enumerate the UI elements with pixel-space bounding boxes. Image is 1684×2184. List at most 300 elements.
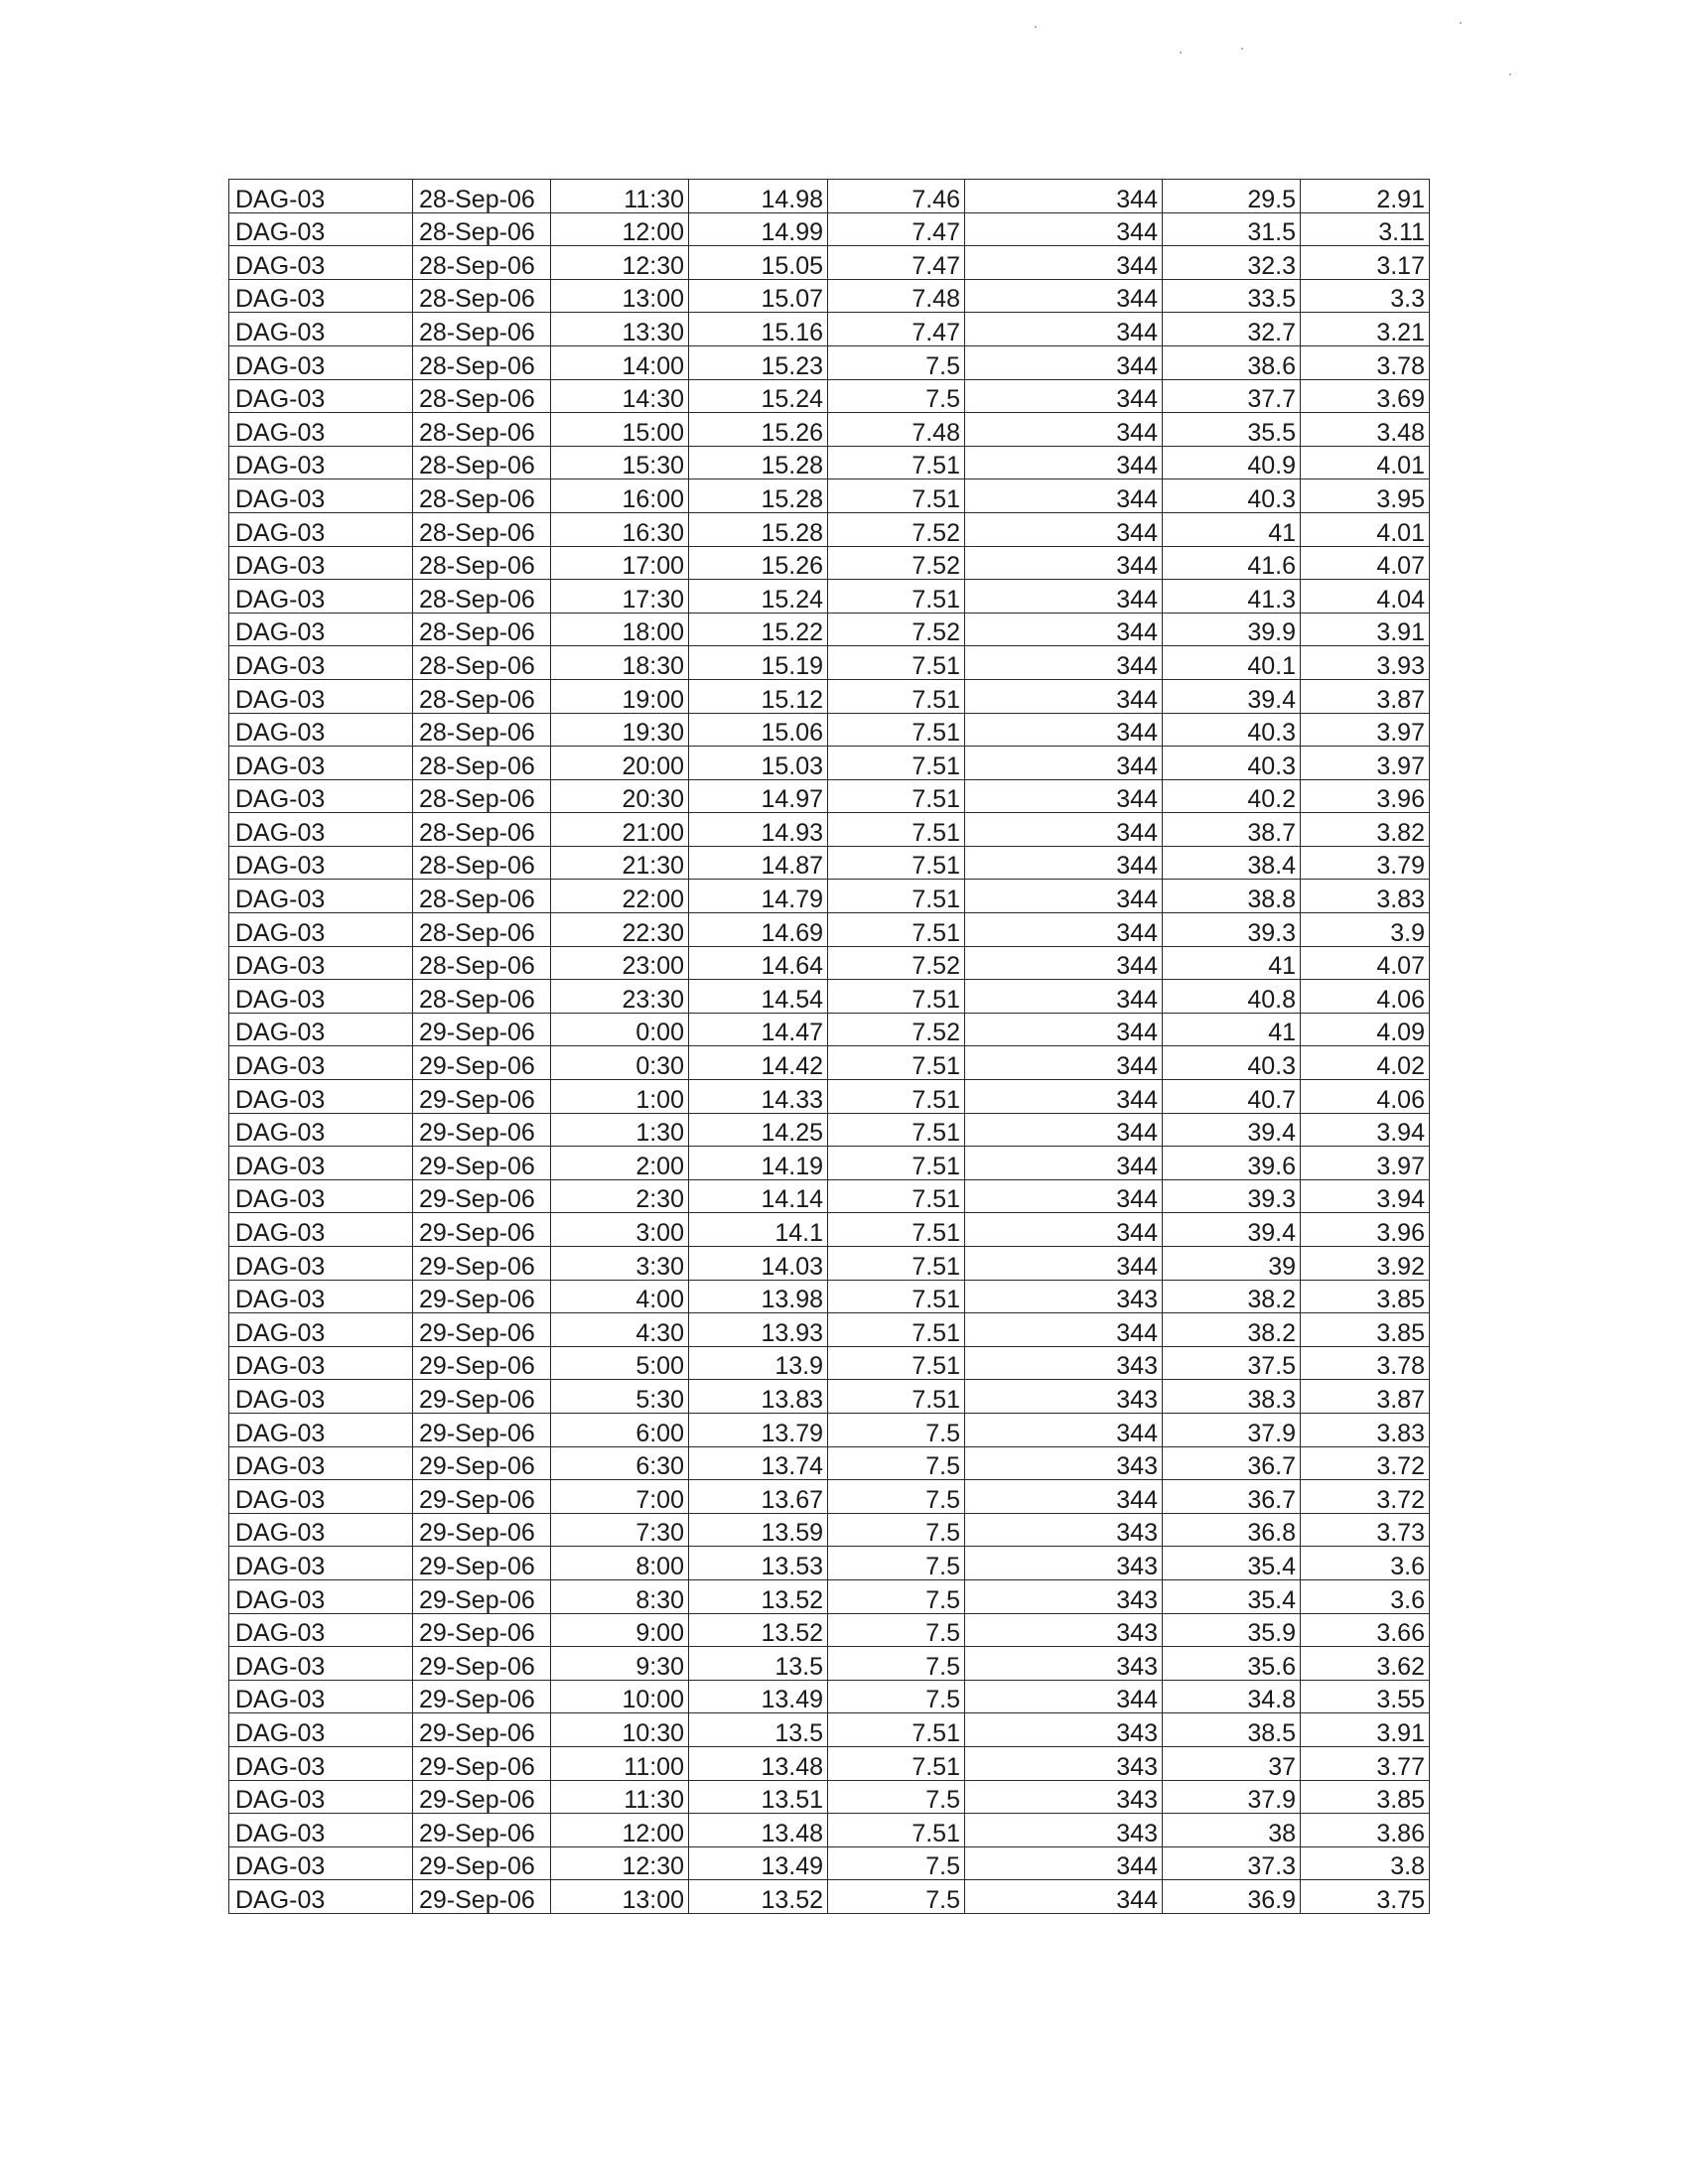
value-3-cell: 344 [965,713,1163,747]
station-id-cell: DAG-03 [229,1446,413,1480]
scan-speck [1180,52,1182,54]
value-3-cell: 344 [965,413,1163,447]
value-3-cell: 344 [965,646,1163,680]
value-2-cell: 7.51 [828,1213,965,1247]
value-5-cell: 3.92 [1301,1247,1430,1281]
time-cell: 5:30 [551,1380,689,1414]
table-row [229,1313,1430,1347]
value-4-cell: 39.3 [1163,1179,1301,1213]
date-cell: 29-Sep-06 [413,1380,551,1414]
time-cell: 8:30 [551,1579,689,1613]
date-cell: 28-Sep-06 [413,313,551,346]
value-3-cell: 344 [965,1080,1163,1114]
value-1-cell: 15.24 [689,379,828,413]
station-id-cell: DAG-03 [229,1780,413,1814]
date-cell: 28-Sep-06 [413,479,551,513]
table-row [229,1346,1430,1380]
value-3-cell: 344 [965,1147,1163,1180]
value-4-cell: 40.9 [1163,446,1301,479]
value-4-cell: 40.3 [1163,1046,1301,1080]
value-2-cell: 7.5 [828,1413,965,1446]
station-id-cell: DAG-03 [229,747,413,780]
station-id-cell: DAG-03 [229,1346,413,1380]
value-4-cell: 39.3 [1163,913,1301,947]
value-3-cell: 344 [965,546,1163,580]
value-5-cell: 3.91 [1301,1713,1430,1747]
value-4-cell: 38.2 [1163,1313,1301,1347]
date-cell: 29-Sep-06 [413,1013,551,1046]
value-4-cell: 37.5 [1163,1346,1301,1380]
value-2-cell: 7.48 [828,413,965,447]
time-cell: 11:30 [551,180,689,213]
scan-speck [1509,73,1511,75]
station-id-cell: DAG-03 [229,180,413,213]
value-4-cell: 37.9 [1163,1780,1301,1814]
value-1-cell: 13.74 [689,1446,828,1480]
station-id-cell: DAG-03 [229,1213,413,1247]
value-1-cell: 14.93 [689,813,828,847]
value-1-cell: 14.42 [689,1046,828,1080]
value-2-cell: 7.51 [828,1746,965,1780]
table-row [229,880,1430,913]
value-1-cell: 13.93 [689,1313,828,1347]
table-row [229,546,1430,580]
value-1-cell: 14.14 [689,1179,828,1213]
scan-speck [1241,48,1243,50]
date-cell: 29-Sep-06 [413,1446,551,1480]
value-3-cell: 344 [965,880,1163,913]
value-4-cell: 40.7 [1163,1080,1301,1114]
value-5-cell: 3.97 [1301,1147,1430,1180]
value-2-cell: 7.51 [828,713,965,747]
time-cell: 12:30 [551,246,689,280]
value-1-cell: 13.5 [689,1647,828,1681]
value-2-cell: 7.51 [828,479,965,513]
date-cell: 29-Sep-06 [413,1880,551,1914]
table-row [229,1814,1430,1847]
value-3-cell: 344 [965,279,1163,313]
date-cell: 29-Sep-06 [413,1280,551,1313]
value-1-cell: 13.51 [689,1780,828,1814]
value-4-cell: 35.6 [1163,1647,1301,1681]
value-5-cell: 3.21 [1301,313,1430,346]
date-cell: 28-Sep-06 [413,446,551,479]
date-cell: 28-Sep-06 [413,779,551,813]
value-1-cell: 13.48 [689,1746,828,1780]
table-row [229,613,1430,646]
value-1-cell: 15.26 [689,546,828,580]
table-row [229,1446,1430,1480]
value-5-cell: 3.85 [1301,1313,1430,1347]
time-cell: 17:00 [551,546,689,580]
value-5-cell: 3.8 [1301,1846,1430,1880]
station-id-cell: DAG-03 [229,779,413,813]
value-1-cell: 15.28 [689,479,828,513]
value-5-cell: 3.11 [1301,212,1430,246]
table-row [229,1113,1430,1147]
time-cell: 21:30 [551,846,689,880]
value-4-cell: 29.5 [1163,180,1301,213]
table-row [229,446,1430,479]
table-row [229,512,1430,546]
date-cell: 29-Sep-06 [413,1247,551,1281]
value-4-cell: 39.4 [1163,1213,1301,1247]
station-id-cell: DAG-03 [229,313,413,346]
value-3-cell: 344 [965,1880,1163,1914]
date-cell: 28-Sep-06 [413,946,551,980]
station-id-cell: DAG-03 [229,980,413,1014]
date-cell: 29-Sep-06 [413,1080,551,1114]
value-1-cell: 14.19 [689,1147,828,1180]
station-id-cell: DAG-03 [229,479,413,513]
value-2-cell: 7.51 [828,1346,965,1380]
date-cell: 28-Sep-06 [413,980,551,1014]
time-cell: 23:30 [551,980,689,1014]
value-5-cell: 3.62 [1301,1647,1430,1681]
date-cell: 29-Sep-06 [413,1046,551,1080]
value-5-cell: 3.82 [1301,813,1430,847]
time-cell: 0:30 [551,1046,689,1080]
date-cell: 28-Sep-06 [413,646,551,680]
value-2-cell: 7.5 [828,345,965,379]
value-4-cell: 40.8 [1163,980,1301,1014]
value-5-cell: 3.3 [1301,279,1430,313]
value-4-cell: 39.4 [1163,679,1301,713]
time-cell: 12:00 [551,212,689,246]
value-3-cell: 344 [965,212,1163,246]
value-2-cell: 7.5 [828,1880,965,1914]
table-row [229,1680,1430,1713]
date-cell: 28-Sep-06 [413,580,551,614]
value-2-cell: 7.5 [828,379,965,413]
time-cell: 13:00 [551,279,689,313]
value-4-cell: 31.5 [1163,212,1301,246]
value-2-cell: 7.52 [828,1013,965,1046]
table-row [229,212,1430,246]
table-row [229,1547,1430,1580]
value-5-cell: 3.85 [1301,1280,1430,1313]
value-3-cell: 344 [965,946,1163,980]
date-cell: 29-Sep-06 [413,1179,551,1213]
station-id-cell: DAG-03 [229,413,413,447]
date-cell: 29-Sep-06 [413,1613,551,1647]
station-id-cell: DAG-03 [229,1547,413,1580]
table-row [229,1613,1430,1647]
value-3-cell: 344 [965,1113,1163,1147]
station-id-cell: DAG-03 [229,212,413,246]
time-cell: 20:00 [551,747,689,780]
time-cell: 13:00 [551,1880,689,1914]
table-row [229,1846,1430,1880]
value-1-cell: 13.98 [689,1280,828,1313]
station-id-cell: DAG-03 [229,880,413,913]
time-cell: 11:30 [551,1780,689,1814]
value-3-cell: 344 [965,580,1163,614]
value-2-cell: 7.51 [828,1080,965,1114]
time-cell: 10:30 [551,1713,689,1747]
value-1-cell: 14.98 [689,180,828,213]
table-row [229,1080,1430,1114]
value-5-cell: 3.77 [1301,1746,1430,1780]
date-cell: 28-Sep-06 [413,813,551,847]
date-cell: 29-Sep-06 [413,1113,551,1147]
table-row [229,1880,1430,1914]
date-cell: 29-Sep-06 [413,1846,551,1880]
value-5-cell: 3.96 [1301,1213,1430,1247]
value-3-cell: 344 [965,1247,1163,1281]
table-row [229,1746,1430,1780]
table-row [229,580,1430,614]
time-cell: 9:00 [551,1613,689,1647]
date-cell: 28-Sep-06 [413,413,551,447]
station-id-cell: DAG-03 [229,246,413,280]
value-5-cell: 3.69 [1301,379,1430,413]
value-4-cell: 36.7 [1163,1480,1301,1514]
value-1-cell: 15.26 [689,413,828,447]
value-2-cell: 7.51 [828,913,965,947]
value-1-cell: 13.49 [689,1680,828,1713]
date-cell: 29-Sep-06 [413,1547,551,1580]
value-1-cell: 13.52 [689,1579,828,1613]
time-cell: 11:00 [551,1746,689,1780]
date-cell: 28-Sep-06 [413,279,551,313]
value-1-cell: 15.03 [689,747,828,780]
table-row [229,646,1430,680]
value-5-cell: 4.06 [1301,1080,1430,1114]
value-1-cell: 13.67 [689,1480,828,1514]
value-3-cell: 344 [965,779,1163,813]
station-id-cell: DAG-03 [229,1647,413,1681]
value-4-cell: 36.9 [1163,1880,1301,1914]
value-2-cell: 7.52 [828,946,965,980]
value-1-cell: 13.53 [689,1547,828,1580]
value-2-cell: 7.5 [828,1613,965,1647]
date-cell: 29-Sep-06 [413,1513,551,1547]
value-2-cell: 7.51 [828,1179,965,1213]
station-id-cell: DAG-03 [229,1413,413,1446]
value-3-cell: 344 [965,980,1163,1014]
value-1-cell: 15.07 [689,279,828,313]
value-5-cell: 3.86 [1301,1814,1430,1847]
value-5-cell: 4.07 [1301,946,1430,980]
value-5-cell: 3.73 [1301,1513,1430,1547]
table-row [229,1213,1430,1247]
time-cell: 3:30 [551,1247,689,1281]
station-id-cell: DAG-03 [229,1247,413,1281]
value-4-cell: 35.5 [1163,413,1301,447]
value-4-cell: 34.8 [1163,1680,1301,1713]
time-cell: 12:00 [551,1814,689,1847]
value-4-cell: 39.6 [1163,1147,1301,1180]
date-cell: 29-Sep-06 [413,1579,551,1613]
station-id-cell: DAG-03 [229,1814,413,1847]
station-id-cell: DAG-03 [229,546,413,580]
time-cell: 4:00 [551,1280,689,1313]
value-2-cell: 7.51 [828,1380,965,1414]
value-3-cell: 343 [965,1446,1163,1480]
station-id-cell: DAG-03 [229,679,413,713]
value-3-cell: 344 [965,1480,1163,1514]
value-1-cell: 15.12 [689,679,828,713]
value-4-cell: 40.1 [1163,646,1301,680]
value-1-cell: 14.79 [689,880,828,913]
table-row [229,1780,1430,1814]
value-4-cell: 37.3 [1163,1846,1301,1880]
value-1-cell: 14.47 [689,1013,828,1046]
date-cell: 28-Sep-06 [413,913,551,947]
time-cell: 10:00 [551,1680,689,1713]
time-cell: 1:00 [551,1080,689,1114]
value-1-cell: 15.22 [689,613,828,646]
value-2-cell: 7.5 [828,1780,965,1814]
value-5-cell: 3.93 [1301,646,1430,680]
date-cell: 29-Sep-06 [413,1647,551,1681]
value-1-cell: 15.05 [689,246,828,280]
date-cell: 29-Sep-06 [413,1713,551,1747]
table-row [229,1647,1430,1681]
station-id-cell: DAG-03 [229,512,413,546]
table-row [229,413,1430,447]
time-cell: 23:00 [551,946,689,980]
table-row [229,846,1430,880]
value-2-cell: 7.52 [828,512,965,546]
value-3-cell: 344 [965,1213,1163,1247]
value-1-cell: 14.1 [689,1213,828,1247]
station-id-cell: DAG-03 [229,1113,413,1147]
table-row [229,379,1430,413]
value-4-cell: 39.4 [1163,1113,1301,1147]
value-3-cell: 344 [965,313,1163,346]
value-3-cell: 344 [965,846,1163,880]
value-2-cell: 7.51 [828,1814,965,1847]
value-2-cell: 7.5 [828,1579,965,1613]
value-1-cell: 13.52 [689,1880,828,1914]
station-id-cell: DAG-03 [229,1846,413,1880]
value-5-cell: 3.97 [1301,713,1430,747]
value-2-cell: 7.46 [828,180,965,213]
value-5-cell: 3.79 [1301,846,1430,880]
date-cell: 28-Sep-06 [413,613,551,646]
date-cell: 28-Sep-06 [413,713,551,747]
station-id-cell: DAG-03 [229,1280,413,1313]
value-5-cell: 3.83 [1301,880,1430,913]
value-1-cell: 13.79 [689,1413,828,1446]
date-cell: 28-Sep-06 [413,345,551,379]
table-row [229,479,1430,513]
station-id-cell: DAG-03 [229,913,413,947]
table-row [229,1579,1430,1613]
time-cell: 2:00 [551,1147,689,1180]
value-3-cell: 344 [965,1413,1163,1446]
value-5-cell: 3.83 [1301,1413,1430,1446]
table-row [229,713,1430,747]
value-4-cell: 40.3 [1163,479,1301,513]
date-cell: 28-Sep-06 [413,546,551,580]
time-cell: 16:00 [551,479,689,513]
value-2-cell: 7.51 [828,1147,965,1180]
time-cell: 6:30 [551,1446,689,1480]
value-1-cell: 15.19 [689,646,828,680]
table-row [229,345,1430,379]
value-5-cell: 3.78 [1301,1346,1430,1380]
value-2-cell: 7.52 [828,613,965,646]
station-id-cell: DAG-03 [229,1880,413,1914]
time-cell: 7:30 [551,1513,689,1547]
value-5-cell: 3.55 [1301,1680,1430,1713]
value-1-cell: 14.69 [689,913,828,947]
value-3-cell: 344 [965,446,1163,479]
time-cell: 14:30 [551,379,689,413]
table-row [229,813,1430,847]
date-cell: 28-Sep-06 [413,180,551,213]
date-cell: 29-Sep-06 [413,1480,551,1514]
value-1-cell: 15.06 [689,713,828,747]
station-id-cell: DAG-03 [229,946,413,980]
value-3-cell: 344 [965,679,1163,713]
table-row [229,279,1430,313]
value-2-cell: 7.51 [828,779,965,813]
table-row [229,1179,1430,1213]
value-1-cell: 13.49 [689,1846,828,1880]
table-row [229,1147,1430,1180]
date-cell: 29-Sep-06 [413,1814,551,1847]
date-cell: 29-Sep-06 [413,1680,551,1713]
value-5-cell: 3.95 [1301,479,1430,513]
time-cell: 1:30 [551,1113,689,1147]
value-4-cell: 40.3 [1163,747,1301,780]
value-5-cell: 4.01 [1301,512,1430,546]
value-2-cell: 7.51 [828,446,965,479]
station-id-cell: DAG-03 [229,580,413,614]
table-row [229,1380,1430,1414]
value-4-cell: 38.5 [1163,1713,1301,1747]
date-cell: 29-Sep-06 [413,1780,551,1814]
value-5-cell: 4.01 [1301,446,1430,479]
time-cell: 13:30 [551,313,689,346]
date-cell: 29-Sep-06 [413,1746,551,1780]
time-cell: 17:30 [551,580,689,614]
time-cell: 19:30 [551,713,689,747]
value-2-cell: 7.5 [828,1680,965,1713]
time-cell: 16:30 [551,512,689,546]
value-2-cell: 7.47 [828,246,965,280]
value-3-cell: 344 [965,813,1163,847]
time-cell: 14:00 [551,345,689,379]
station-id-cell: DAG-03 [229,713,413,747]
time-cell: 18:00 [551,613,689,646]
value-5-cell: 4.09 [1301,1013,1430,1046]
value-2-cell: 7.47 [828,313,965,346]
table-row [229,679,1430,713]
value-4-cell: 38.3 [1163,1380,1301,1414]
time-cell: 21:00 [551,813,689,847]
time-cell: 8:00 [551,1547,689,1580]
station-id-cell: DAG-03 [229,446,413,479]
value-1-cell: 13.59 [689,1513,828,1547]
value-1-cell: 14.99 [689,212,828,246]
value-4-cell: 32.3 [1163,246,1301,280]
value-2-cell: 7.51 [828,846,965,880]
value-3-cell: 344 [965,479,1163,513]
value-4-cell: 40.2 [1163,779,1301,813]
value-1-cell: 14.03 [689,1247,828,1281]
value-1-cell: 13.5 [689,1713,828,1747]
value-5-cell: 3.6 [1301,1579,1430,1613]
value-2-cell: 7.48 [828,279,965,313]
table-row [229,980,1430,1014]
value-3-cell: 343 [965,1713,1163,1747]
value-2-cell: 7.5 [828,1647,965,1681]
